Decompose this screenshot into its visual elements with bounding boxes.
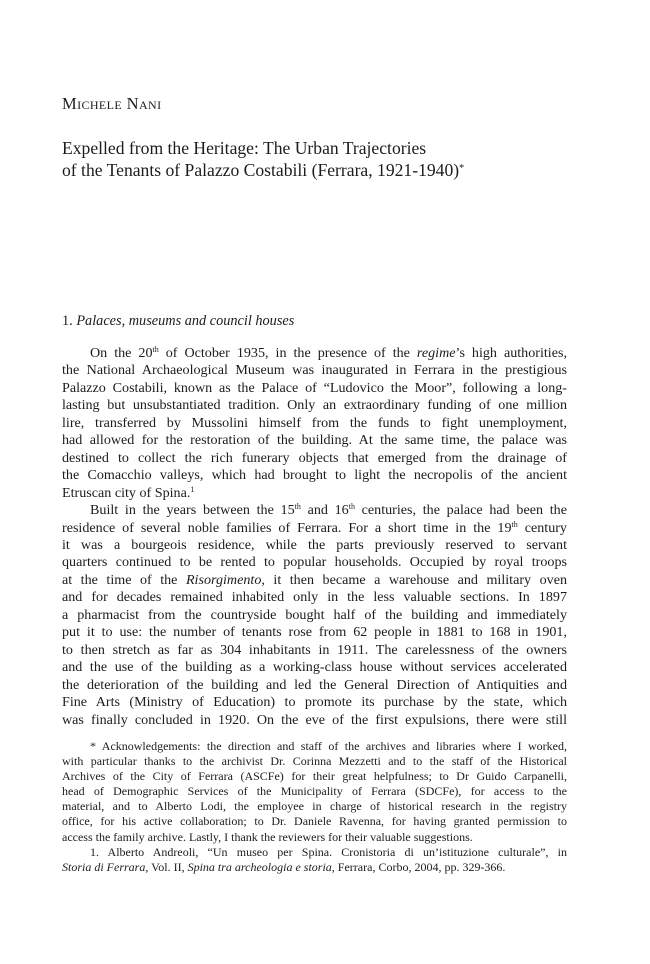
footnote-line: with particular thanks to the archivist Dr. Corinna Mezzetti and to the staff of the Historical (62, 754, 567, 769)
footnote-line: material, and to Alberto Lodi, the employee in charge of historical research in the registry (62, 799, 567, 814)
body-line: Fine Arts (Ministry of Education) to promote its purchase by the state, which (62, 694, 567, 711)
italic-run: regime (416, 345, 456, 361)
title-line-2 (62, 159, 602, 181)
body-line: Palazzo Costabili, known as the Palace of “Ludovico the Moor”, following a long- (62, 379, 567, 396)
text-run: , it then became a warehouse and military oven (261, 571, 567, 588)
footnote-line: 1. Alberto Andreoli, “Un museo per Spina. Cronistoria di un’istituzione culturale”, in (90, 844, 567, 859)
body-line: lasting but unsubstantiated tradition. Only an extraordinary funding of one million (62, 397, 567, 414)
footnote-line: office, for his active collaboration; to Dr. Daniele Ravenna, for having granted permission to (62, 814, 567, 829)
text-run: residence of several noble families of Ferrara. For a short time in the 19 (62, 519, 512, 536)
section-heading (62, 313, 294, 330)
text-run: , Ferrara, Corbo, 2004, pp. 329-366. (331, 859, 506, 874)
author-name: Michele Nani (62, 94, 162, 113)
footnote-line: head of Demographic Services of the Municipality of Ferrara (SDCFe), for access to the (62, 784, 567, 799)
superscript: th (294, 502, 301, 512)
body-line (62, 345, 567, 362)
body-line: to then stretch as far as 304 inhabitants in 1911. The carelessness of the owners (62, 641, 567, 658)
italic-run: Spina tra archeologia e storia (187, 859, 332, 874)
title-line-2-text: of the Tenants of Palazzo Costabili (Ferrara, 1921-1940) (62, 160, 460, 180)
footnote-line (62, 860, 567, 875)
body-line: it was a bourgeois residence, while the parts previously reserved to servant (62, 536, 567, 553)
body-line: and the use of the building as a working-class house without services accelerated (62, 659, 567, 676)
italic-run: Storia di Ferrara (62, 859, 146, 874)
text-run: Built in the years between the 15 (90, 502, 295, 519)
body-line: and for decades remained inhabited only in the less valuable sections. In 1897 (62, 589, 567, 606)
superscript: th (348, 502, 355, 512)
body-line: the Comacchio valleys, which had brought to light the necropolis of the ancient (62, 467, 567, 484)
body-line: a pharmacist from the countryside bought half of the building and immediately (62, 606, 567, 623)
body-line: quarters continued to be rented to popular households. Occupied by royal troops (62, 554, 567, 571)
section-title: Palaces, museums and council houses (76, 313, 295, 329)
text-run: ’s high authorities, (455, 345, 567, 361)
text-run: Etruscan city of Spina. (62, 484, 191, 501)
text-run: , Vol. II, (145, 859, 188, 874)
body-line: destined to collect the rich funerary objects that emerged from the drainage of (62, 449, 567, 466)
italic-run: Risorgimento (185, 571, 262, 588)
text-run: century (517, 519, 567, 536)
footnote-line: * Acknowledgements: the direction and staff of the archives and libraries where I worked, (90, 739, 567, 753)
text-run: at the time of the (62, 571, 186, 588)
title-line-1: Expelled from the Heritage: The Urban Trajectories (62, 138, 427, 158)
body-line: was finally concluded in 1920. On the eve of the first expulsions, there were still (62, 711, 567, 728)
body-line: put it to use: the number of tenants rose from 62 people in 1881 to 168 in 1901, (62, 624, 567, 641)
body-line: the National Archaeological Museum was inaugurated in Ferrara in the prestigious (62, 362, 567, 379)
superscript: th (152, 345, 159, 354)
text-run: and 16 (300, 502, 349, 519)
body-line (62, 520, 567, 537)
body-line: lire, transferred by Mussolini himself from the funds to fight unemployment, (62, 414, 567, 431)
superscript: th (511, 519, 518, 529)
article-title (62, 137, 602, 181)
section-number: 1. (62, 313, 73, 329)
text-run: centuries, the palace had been the (354, 502, 567, 519)
title-footnote-marker: * (459, 163, 465, 174)
footnotes (62, 739, 567, 875)
footnote-line: access the family archive. Lastly, I thank the reviewers for their valuable suggestions. (62, 829, 473, 844)
body-text (62, 345, 567, 729)
body-line (62, 485, 567, 502)
body-line: had allowed for the restoration of the building. At the same time, the palace was (62, 432, 567, 449)
body-line: the deterioration of the building and led the General Direction of Antiquities and (62, 676, 567, 693)
footnote-line: Archives of the City of Ferrara (ASCFe) for their great helpfulness; to Dr Guido Carpanelli, (62, 769, 567, 784)
footnote-ref: 1 (190, 484, 195, 494)
text-run: of October 1935, in the presence of the (158, 345, 417, 361)
body-line (62, 572, 567, 589)
text-run: On the 20 (90, 345, 153, 361)
body-line (62, 502, 567, 519)
